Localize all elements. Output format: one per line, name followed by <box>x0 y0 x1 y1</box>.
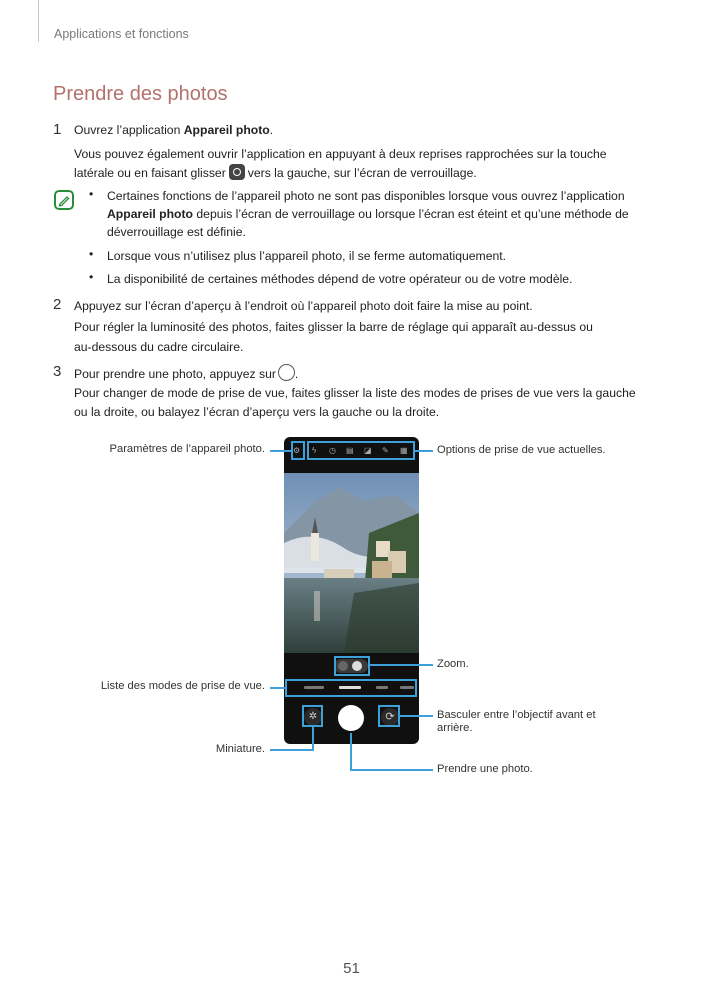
header-rule <box>38 0 39 42</box>
filter-icon[interactable]: ✎ <box>382 446 389 455</box>
thumbnail-callout-hline <box>270 749 314 751</box>
switch-camera-button[interactable]: ⟳ <box>381 708 399 726</box>
timer-icon[interactable]: ◷ <box>329 446 336 455</box>
zoom-callout-line <box>370 664 433 666</box>
settings-gear-icon[interactable]: ⚙ <box>293 446 301 455</box>
step-2-line3: au-dessous du cadre circulaire. <box>74 340 244 354</box>
note-bullet-1-line3: déverrouillage est définie. <box>107 225 246 239</box>
shutter-button[interactable] <box>338 705 364 731</box>
thumbnail-callout-vline <box>312 727 314 750</box>
step-3-line1: Pour prendre une photo, appuyez sur . <box>74 364 298 384</box>
step-3-line3: ou la droite, ou balayez l’écran d’aperçu vers la gauche ou la droite. <box>74 405 440 419</box>
modes-highlight <box>285 679 417 697</box>
more-options-icon[interactable]: ▦ <box>400 446 408 455</box>
thumbnail-button[interactable]: ✲ <box>304 708 322 726</box>
note-bullet-1-dot: • <box>89 187 94 201</box>
switch-callout-label-line1: Basculer entre l’objectif avant et <box>437 709 596 721</box>
section-header: Applications et fonctions <box>54 27 189 41</box>
step-1-number: 1 <box>53 121 62 138</box>
switch-highlight <box>378 705 400 727</box>
shoot-callout-vline <box>350 733 352 770</box>
shoot-callout-label: Prendre une photo. <box>437 763 533 775</box>
step-1-detail-line2: latérale ou en faisant glisser vers la gauche, sur l’écran de verrouillage. <box>74 166 477 180</box>
flash-icon[interactable]: ϟ <box>312 446 317 455</box>
note-bullet-2: Lorsque vous n’utilisez plus l’appareil photo, il se ferme automatiquement. <box>107 249 507 263</box>
camera-screen <box>284 437 419 744</box>
step-2-line2: Pour régler la luminosité des photos, faites glisser la barre de réglage qui apparaît au-dessus ou <box>74 320 593 334</box>
thumbnail-callout-label: Miniature. <box>215 743 265 755</box>
switch-callout-line <box>400 715 433 717</box>
page-title: Prendre des photos <box>53 83 228 105</box>
switch-callout-label-line2: arrière. <box>437 722 473 734</box>
shoot-callout-hline <box>350 769 433 771</box>
step-3-number: 3 <box>53 363 62 380</box>
page-number: 51 <box>343 960 360 977</box>
note-bullet-1-line1: Certaines fonctions de l’appareil photo ne sont pas disponibles lorsque vous ouvrez l’application <box>107 189 625 203</box>
ratio-icon[interactable]: ▤ <box>346 446 354 455</box>
note-bullet-1-line2: Appareil photo depuis l’écran de verrouillage ou lorsque l’écran est éteint et qu’une méthode de <box>107 207 629 221</box>
step-3-line2: Pour changer de mode de prise de vue, faites glisser la liste des modes de prises de vue vers la gauche <box>74 386 636 400</box>
zoom-callout-label: Zoom. <box>437 658 469 670</box>
step-1-detail-line1: Vous pouvez également ouvrir l’application en appuyant à deux reprises rapprochées sur la touche <box>74 147 607 161</box>
step-2-line1: Appuyez sur l’écran d’aperçu à l’endroit où l’appareil photo doit faire la mise au point. <box>74 299 533 313</box>
modes-callout-label: Liste des modes de prise de vue. <box>100 680 265 692</box>
shutter-button-icon <box>278 364 295 381</box>
note-bullet-3-dot: • <box>89 270 94 284</box>
note-bullet-2-dot: • <box>89 247 94 261</box>
thumbnail-highlight <box>302 705 323 727</box>
options-callout-label: Options de prise de vue actuelles. <box>437 444 606 456</box>
settings-callout-line <box>270 450 291 452</box>
note-bullet-3: La disponibilité de certaines méthodes dépend de votre opérateur ou de votre modèle. <box>107 272 573 286</box>
settings-highlight <box>291 441 305 460</box>
settings-callout-label: Paramètres de l’appareil photo. <box>109 443 265 455</box>
motion-photo-icon[interactable]: ◪ <box>364 446 372 455</box>
zoom-highlight <box>334 656 370 676</box>
note-icon <box>54 190 74 210</box>
step-1-text: Ouvrez l’application Appareil photo. <box>74 123 274 137</box>
modes-callout-line <box>270 687 285 689</box>
options-highlight <box>307 441 415 460</box>
camera-preview[interactable] <box>284 473 419 653</box>
step-2-number: 2 <box>53 296 62 313</box>
options-callout-line <box>415 450 433 452</box>
camera-app-icon <box>229 164 245 180</box>
